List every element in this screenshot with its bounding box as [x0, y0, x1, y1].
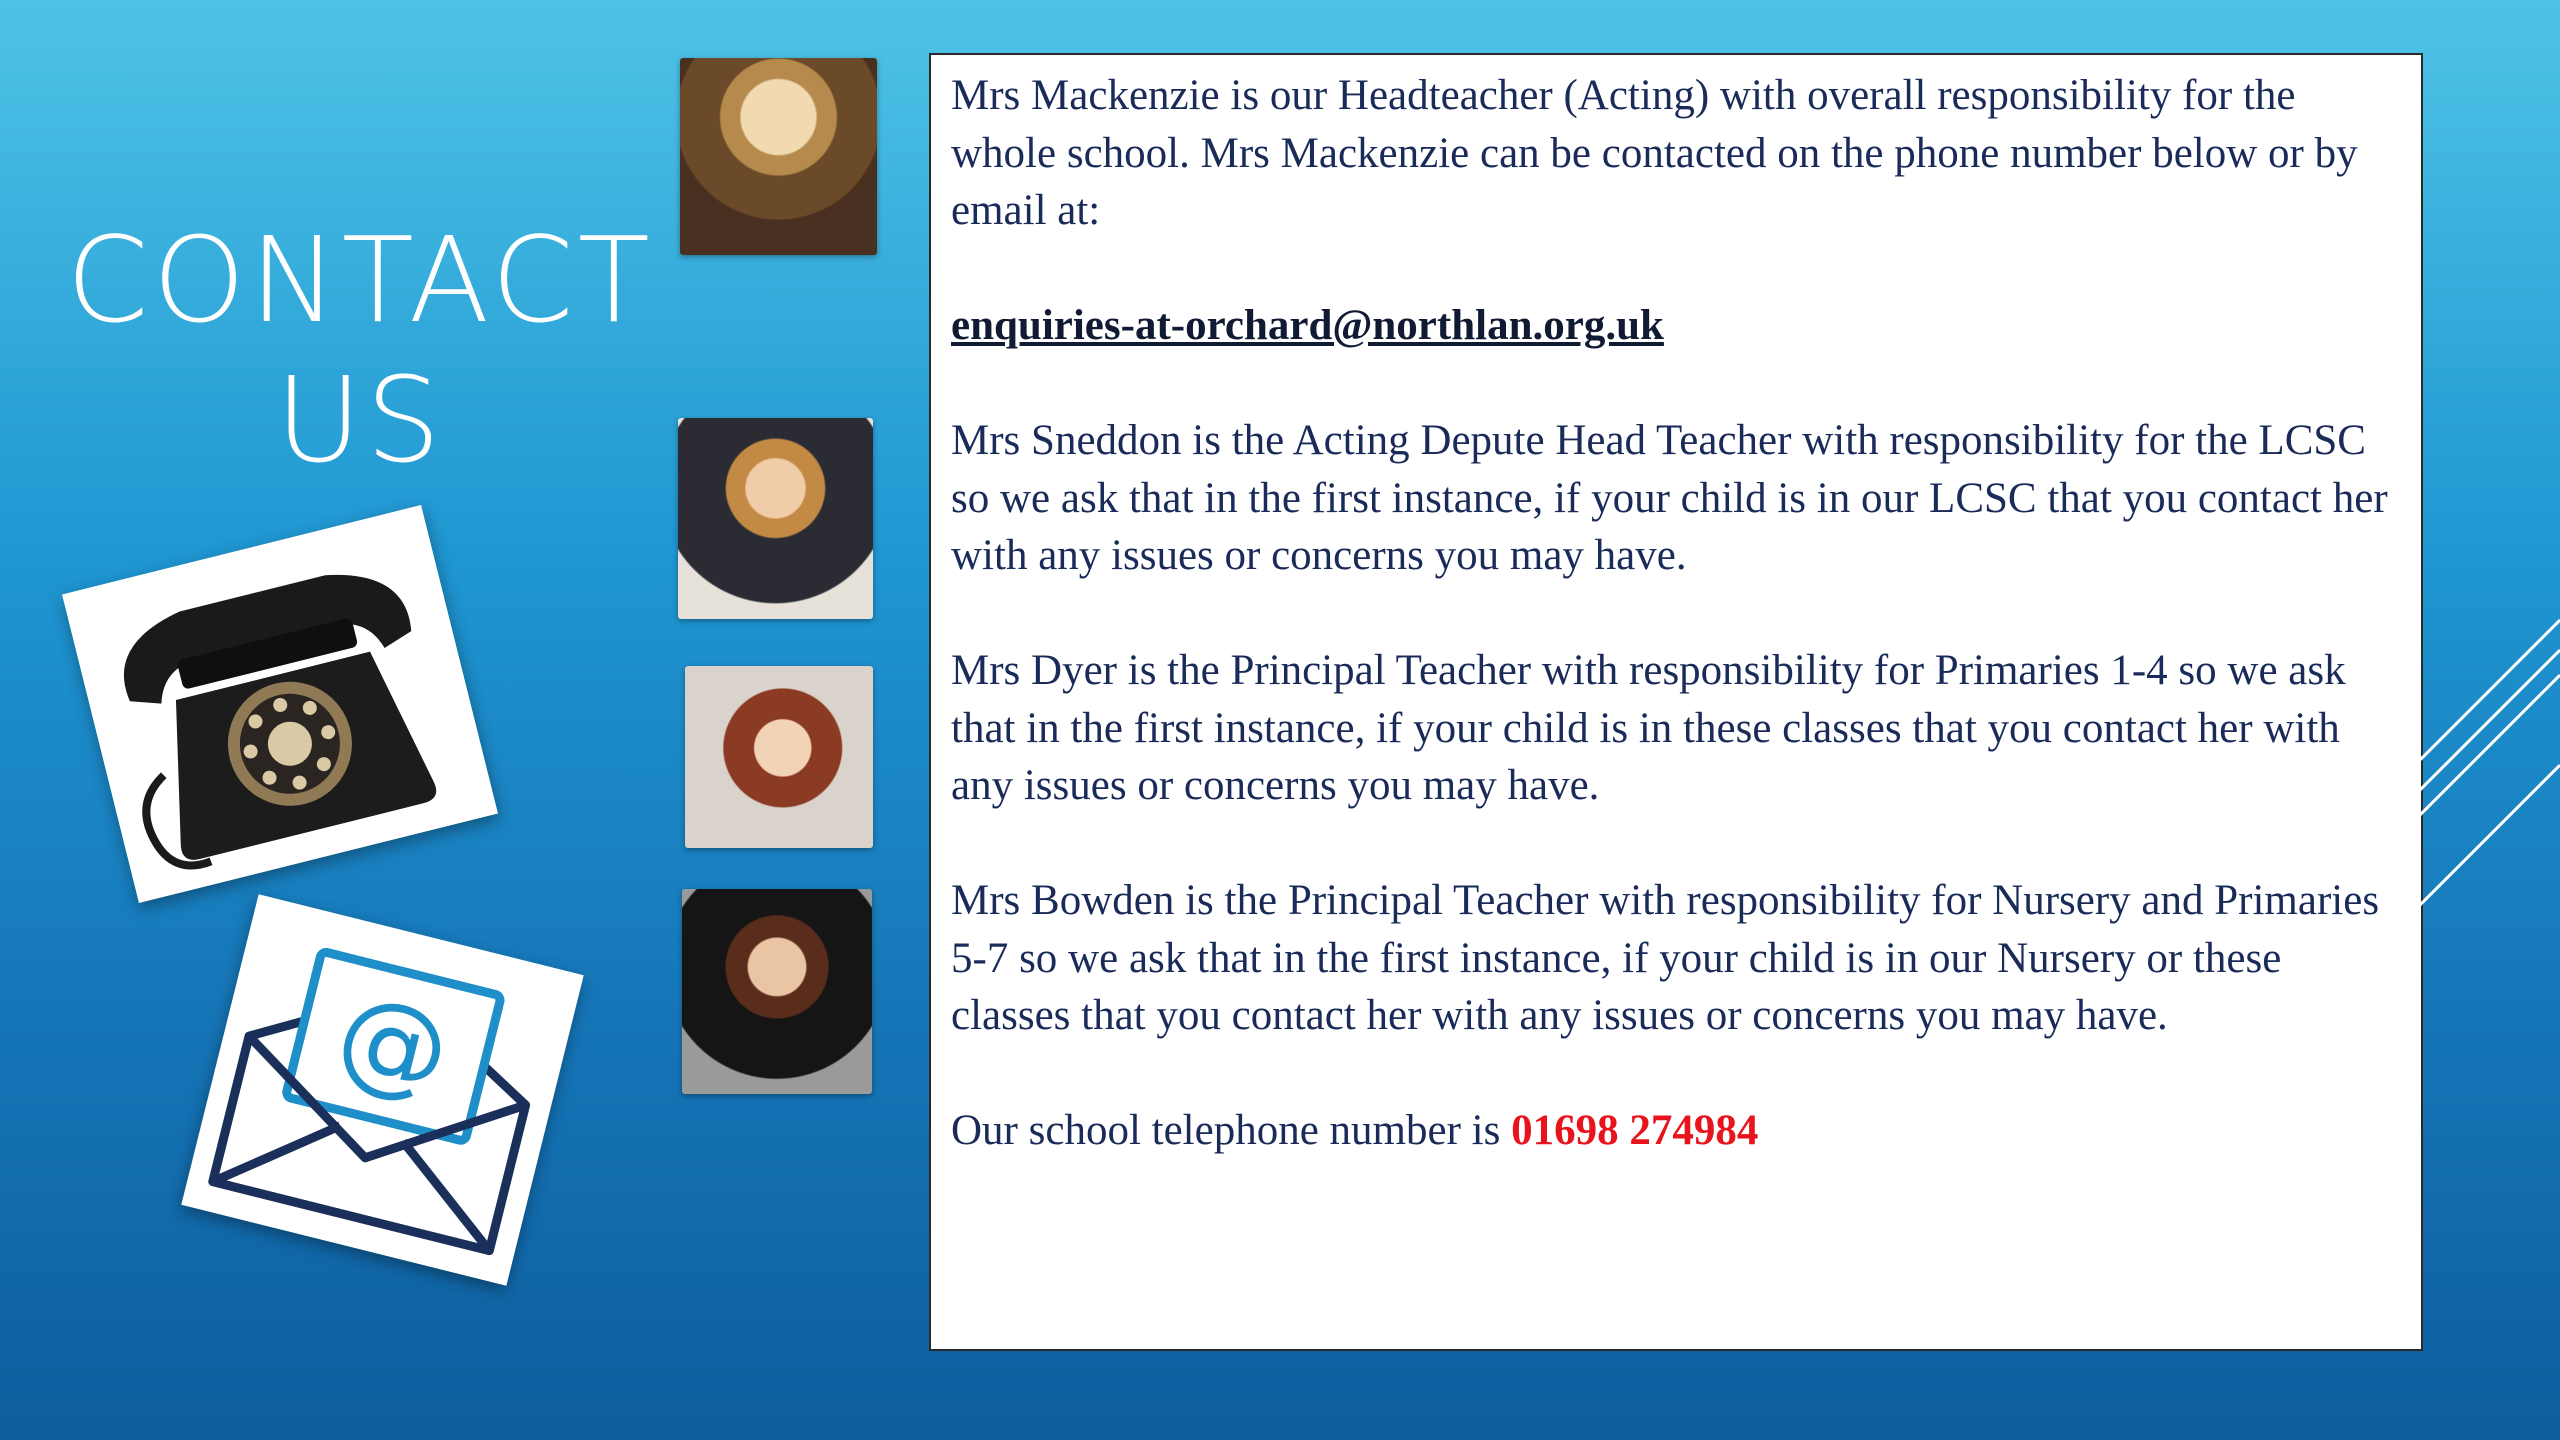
- rotary-telephone-icon: [62, 505, 498, 903]
- mrs-bowden-photo: [682, 889, 872, 1094]
- page-title: [60, 210, 660, 490]
- telephone-number[interactable]: 01698 274984: [1511, 1107, 1759, 1154]
- primary-1-4-paragraph: Mrs Dyer is the Principal Teacher with responsibility for Primaries 1-4 so we ask that in the first instance, if your child is in these classes that you contact her with any issues or concerns you may have.: [951, 647, 2346, 809]
- envelope-at-icon: [181, 894, 583, 1286]
- decorative-lines: [2420, 600, 2560, 930]
- title-line-1: CONTACT: [66, 211, 654, 349]
- headteacher-paragraph: Mrs Mackenzie is our Headteacher (Acting) with overall responsibility for the whole school. Mrs Mackenzie can be contacted on the phone number below or by email at:: [951, 72, 2358, 234]
- contact-text-box: [929, 53, 2423, 1351]
- telephone-prefix: Our school telephone number is: [951, 1107, 1512, 1154]
- mrs-mackenzie-photo: [680, 58, 877, 255]
- primary-5-7-paragraph: Mrs Bowden is the Principal Teacher with responsibility for Nursery and Primaries 5-7 so we ask that in the first instance, if your child is in our Nursery or these classes that you contact her with any issues or concerns you may have.: [951, 877, 2380, 1039]
- telephone-line: [951, 1102, 2399, 1160]
- email-link[interactable]: enquiries-at-orchard@northlan.org.uk: [951, 302, 1664, 349]
- at-symbol: @: [324, 967, 463, 1119]
- depute-paragraph: Mrs Sneddon is the Acting Depute Head Teacher with responsibility for the LCSC so we ask that in the first instance, if your child is in our LCSC that you contact her with any issues or concerns you may have.: [951, 417, 2388, 579]
- mrs-sneddon-photo: [678, 418, 873, 619]
- mrs-dyer-photo: [685, 666, 873, 848]
- title-line-2: US: [275, 351, 445, 489]
